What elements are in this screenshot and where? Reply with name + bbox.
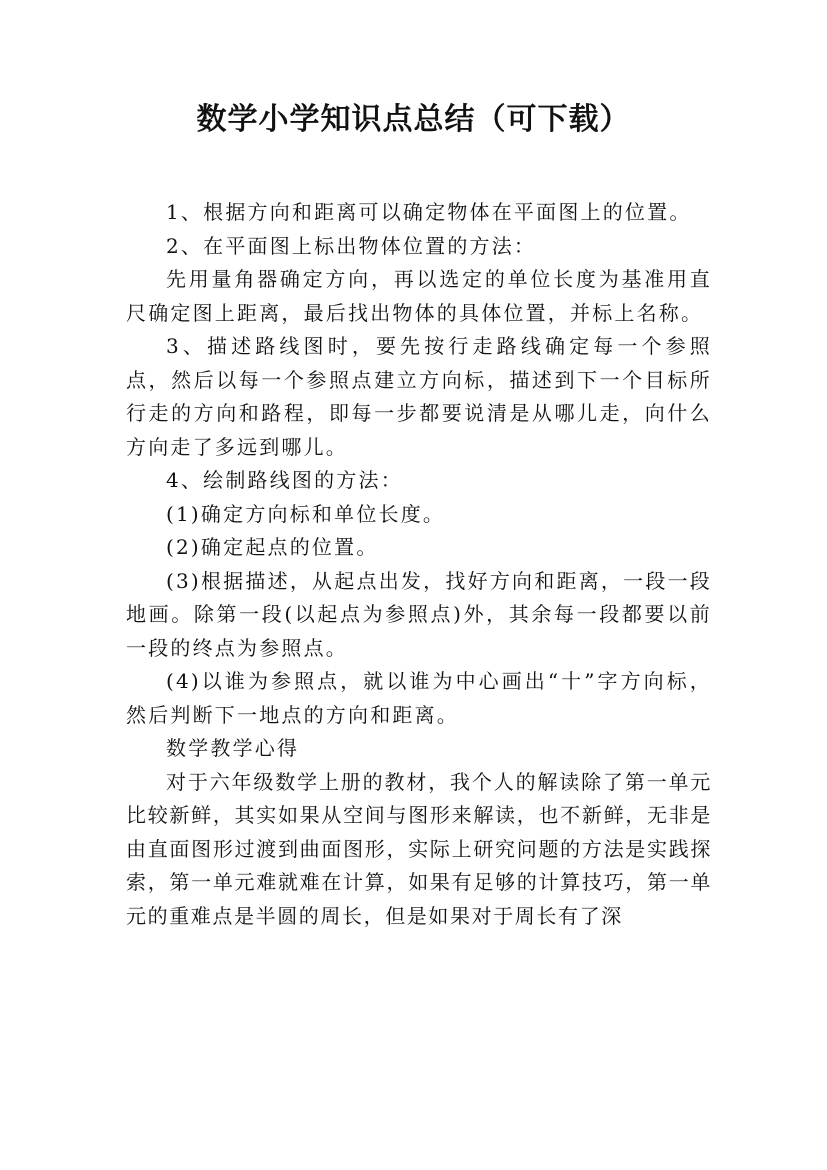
paragraph-2: 2、在平面图上标出物体位置的方法： [166,233,537,258]
paragraph-4: 3、描述路线图时，要先按行走路线确定每一个参照点，然后以每一个参照点建立方向标，描述到下一个目标所行走的方向和路程，即每一步都要说清是从哪儿走，向什么方向走了多远到哪儿。 [126,334,712,459]
paragraph-9: (4)以谁为参照点，就以谁为中心画出“十”字方向标，然后判断下一地点的方向和距离。 [126,669,712,727]
paragraph-7: (2)确定起点的位置。 [166,535,379,559]
paragraph-8: (3)根据描述，从起点出发，找好方向和距离，一段一段地画。除第一段(以起点为参照点)外，其余每一段都要以前一段的终点为参照点。 [126,568,712,660]
paragraph-1: 1、根据方向和距离可以确定物体在平面图上的位置。 [166,200,692,224]
document-body [126,196,712,933]
paragraph-6: (1)确定方向标和单位长度。 [166,501,446,526]
paragraph-5: 4、绘制路线图的方法： [166,468,403,492]
paragraph-3: 先用量角器确定方向，再以选定的单位长度为基准用直尺确定图上距离，最后找出物体的具体位置，并标上名称。 [126,267,712,325]
paragraph-10: 对于六年级数学上册的教材，我个人的解读除了第一单元比较新鲜，其实如果从空间与图形来解读，也不新鲜，无非是由直面图形过渡到曲面图形，实际上研究问题的方法是实践探索，第一单元难就难在计算，如果有足够的计算技巧，第一单元的重难点是半圆的周长，但是如果对于周长有了深 [126,769,712,928]
document-title: 数学小学知识点总结（可下载） [196,102,631,137]
section-heading: 数学教学心得 [166,736,300,760]
